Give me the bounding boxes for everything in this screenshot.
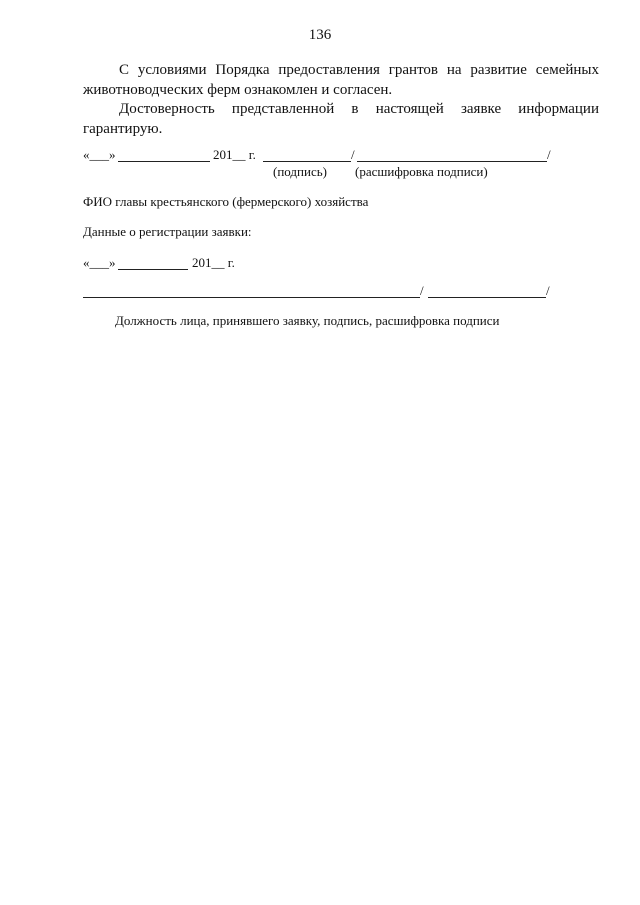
registration-month-line: [118, 269, 188, 270]
decoding-caption: (расшифровка подписи): [355, 164, 488, 179]
date-month-line: [118, 161, 210, 162]
registration-year-label: 201__ г.: [192, 255, 235, 270]
decoding-line: [357, 161, 547, 162]
signature-slash: /: [351, 147, 355, 162]
head-name-label: ФИО главы крестьянского (фермерского) хозяйства: [83, 194, 369, 209]
page-number: 136: [308, 27, 332, 43]
acceptor-caption: Должность лица, принявшего заявку, подпись, расшифровка подписи: [115, 313, 500, 328]
acceptor-position-line: [83, 297, 420, 298]
date-day-field: «___»: [83, 147, 116, 162]
conditions-paragraph: С условиями Порядка предоставления грантов на развитие семейных животноводческих ферм ознакомлен и согласен.: [83, 62, 599, 98]
reliability-paragraph: Достоверность представленной в настоящей заявке информации гарантирую.: [83, 101, 599, 137]
decoding-slash-end: /: [547, 147, 551, 162]
signature-caption: (подпись): [273, 164, 327, 179]
acceptor-slash: /: [420, 283, 424, 298]
acceptor-slash-end: /: [546, 283, 550, 298]
signature-line: [263, 161, 351, 162]
acceptor-decoding-line: [428, 297, 546, 298]
registration-label: Данные о регистрации заявки:: [83, 224, 252, 239]
date-year-label: 201__ г.: [213, 147, 256, 162]
registration-day-field: «___»: [83, 255, 116, 270]
